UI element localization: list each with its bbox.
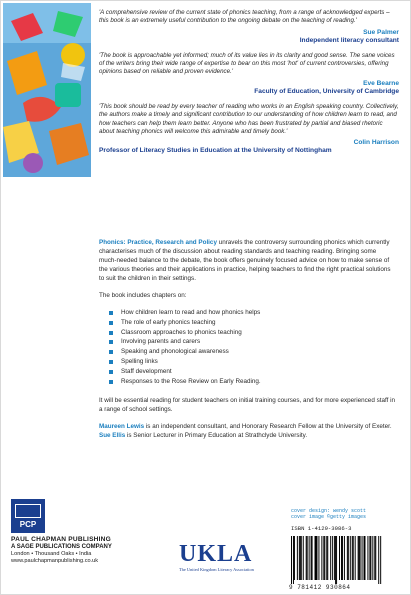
- quote-colin-harrison: [99, 103, 399, 154]
- barcode-bar: [294, 536, 295, 580]
- publisher-name: PAUL CHAPMAN PUBLISHING: [11, 536, 111, 543]
- book-icon: [15, 504, 41, 518]
- barcode-bar: [378, 536, 379, 584]
- list-item: How children learn to read and how phonics helps: [109, 309, 395, 318]
- author-name: Maureen Lewis: [99, 423, 145, 430]
- barcode-bar: [365, 536, 366, 580]
- publisher-url: www.paulchapmanpublishing.co.uk: [11, 558, 99, 564]
- barcode-bar: [372, 536, 373, 580]
- barcode-bar: [370, 536, 371, 580]
- intro-paragraph: [99, 239, 395, 284]
- ukla-logo: UKLA: [179, 541, 253, 567]
- barcode-bar: [369, 536, 370, 580]
- barcode-bar: [375, 536, 376, 580]
- list-item: Involving parents and carers: [109, 338, 395, 347]
- chapter-list: [109, 309, 395, 388]
- cover-design-credit: cover design: wendy scott: [291, 508, 367, 514]
- review-quotes: [99, 9, 399, 162]
- barcode-bar: [335, 536, 336, 584]
- barcode-bar: [362, 536, 363, 580]
- quote-sue-palmer: [99, 9, 399, 44]
- barcode-number: 9 781412 930864: [289, 584, 351, 591]
- list-item: Spelling links: [109, 358, 395, 367]
- ukla-subtitle: The United Kingdom Literacy Association: [179, 567, 254, 572]
- author-bio: is an independent consultant, and Honorary Research Fellow at the University of Exeter.: [144, 423, 392, 430]
- barcode-bar: [360, 536, 361, 580]
- barcode-bar: [316, 536, 317, 580]
- quote-affiliation: Faculty of Education, University of Cambridge: [254, 87, 399, 95]
- barcode-bar: [327, 536, 328, 580]
- barcode-bar: [312, 536, 313, 580]
- barcode-bar: [316, 536, 317, 580]
- barcode: [287, 534, 387, 584]
- barcode-bar: [350, 536, 351, 580]
- barcode-bar: [347, 536, 348, 580]
- barcode-bars: [287, 534, 387, 584]
- barcode-bar: [301, 536, 302, 580]
- intro-text: unravels the controversy surrounding phonics which currently characterises much of the discussion about reading standards and teaching reading. Bringing some much-needed balance to the debate, the book offers genuinely focused advice on how to make sense of the various theories and their applications in practice, helping teachers to find the right practical solutions to suit the children in their settings.: [99, 239, 391, 282]
- barcode-bar: [303, 536, 304, 580]
- barcode-bar: [326, 536, 327, 580]
- barcode-bar: [323, 536, 324, 580]
- quote-text: 'A comprehensive review of the current state of phonics teaching, from a range of acknowledged experts – this book is an extremely useful contribution to the ongoing debate on the teaching of reading.': [99, 9, 390, 25]
- quote-text: 'The book is approachable yet informed; much of its value lies in its clarity and good sense. The sane voices of the writers bring their wide range of expertise to bear on this most 'hot' of current controversies, offering opinions based on reliable and proven evidence.': [99, 51, 395, 76]
- barcode-bar: [344, 536, 345, 580]
- barcode-bar: [315, 536, 316, 580]
- barcode-bar: [336, 536, 337, 584]
- quote-name: Eve Bearne: [363, 79, 399, 87]
- list-item: Speaking and phonological awareness: [109, 348, 395, 357]
- barcode-bar: [355, 536, 356, 580]
- authors-paragraph: [99, 423, 395, 441]
- publisher-block: [11, 499, 151, 564]
- cover-credits: [291, 508, 366, 520]
- cover-image-credit: cover image ©getty images: [291, 514, 367, 520]
- barcode-bar: [291, 536, 292, 584]
- barcode-bar: [324, 536, 325, 580]
- blurb-body: [99, 239, 395, 441]
- barcode-bar: [299, 536, 300, 580]
- barcode-bar: [307, 536, 308, 580]
- chapters-intro: The book includes chapters on:: [99, 291, 187, 299]
- barcode-bar: [293, 536, 294, 584]
- publisher-cities: London • Thousand Oaks • India: [11, 551, 92, 557]
- quote-name: Sue Palmer: [363, 28, 399, 36]
- barcode-bar: [306, 536, 307, 580]
- barcode-bar: [364, 536, 365, 580]
- barcode-bar: [374, 536, 375, 580]
- barcode-bar: [330, 536, 331, 580]
- list-item: Responses to the Rose Review on Early Reading.: [109, 378, 395, 387]
- list-item: Staff development: [109, 368, 395, 377]
- pcp-logo: [11, 499, 45, 533]
- quote-affiliation: Independent literacy consultant: [299, 36, 399, 44]
- list-item: The role of early phonics teaching: [109, 319, 395, 328]
- author-bio: is Senior Lecturer in Primary Education at Strathclyde University.: [125, 431, 308, 439]
- barcode-bar: [342, 536, 343, 580]
- barcode-bar: [352, 536, 353, 580]
- barcode-bar: [300, 536, 301, 580]
- barcode-bar: [334, 536, 335, 580]
- barcode-bar: [380, 536, 381, 584]
- barcode-bar: [332, 536, 333, 580]
- book-title: Phonics: Practice, Research and Policy: [99, 239, 217, 246]
- barcode-bar: [318, 536, 319, 580]
- barcode-bar: [339, 536, 340, 580]
- pcp-logo-text: PCP: [19, 519, 37, 529]
- quote-text: 'This book should be read by every teacher of reading who works in an English speaking country. Collectively, the authors make a timely and significant contribution to our understanding of how children learn to read, and how teachers can help them learn better. Anyone who has been frustrated by partial and biased rhetoric about teaching phonics will welcome this admirable and timely book.': [99, 102, 399, 135]
- isbn-label: ISBN 1-4129-3086-3: [291, 525, 352, 532]
- cover-photo-letters: [3, 3, 91, 177]
- barcode-bar: [367, 536, 368, 580]
- barcode-bar: [321, 536, 322, 580]
- barcode-bar: [311, 536, 312, 580]
- barcode-bar: [309, 536, 310, 580]
- barcode-bar: [348, 536, 349, 580]
- quote-eve-bearne: [99, 52, 399, 95]
- publisher-subtitle: A SAGE PUBLICATIONS COMPANY: [11, 544, 112, 550]
- quote-name: Colin Harrison: [353, 139, 399, 147]
- list-item: Classroom approaches to phonics teaching: [109, 329, 395, 338]
- essential-paragraph: It will be essential reading for student teachers on initial training courses, and for more experienced staff in a range of school settings.: [99, 397, 395, 414]
- barcode-bar: [341, 536, 342, 580]
- quote-affiliation: Professor of Literacy Studies in Education at the University of Nottingham: [99, 147, 332, 155]
- barcode-bar: [353, 536, 354, 580]
- barcode-bar: [359, 536, 360, 580]
- ukla-block: [179, 541, 289, 572]
- author-name: Sue Ellis: [99, 431, 126, 439]
- barcode-bar: [358, 536, 359, 580]
- barcode-bar: [297, 536, 298, 580]
